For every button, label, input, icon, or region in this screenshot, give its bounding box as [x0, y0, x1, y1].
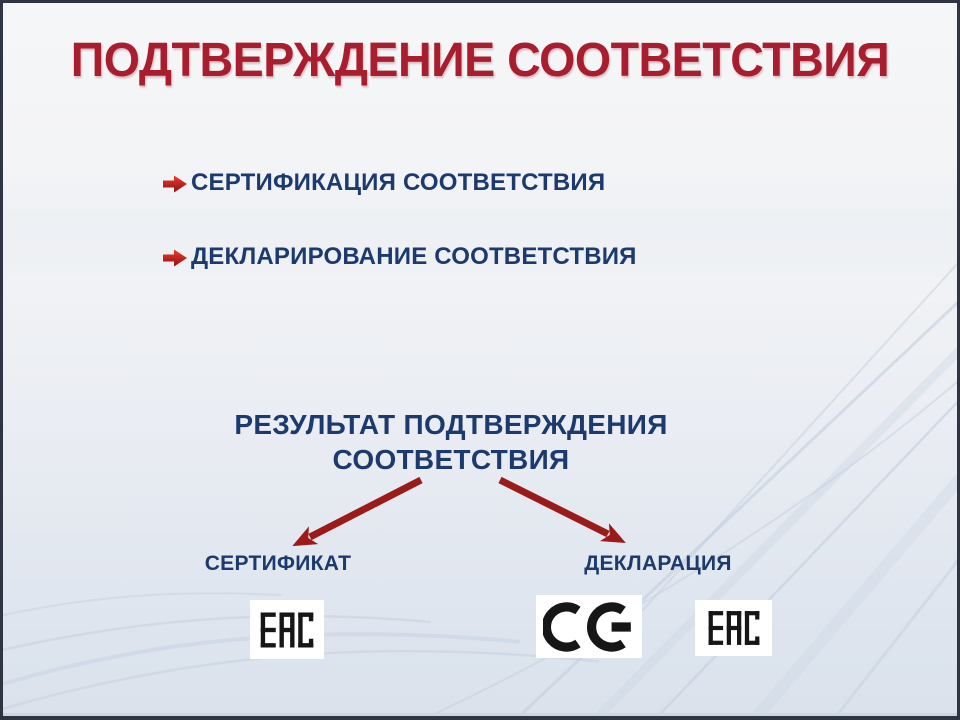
bullet-label: СЕРТИФИКАЦИЯ СООТВЕТСТВИЯ [191, 169, 606, 196]
bullet-label: ДЕКЛАРИРОВАНИЕ СООТВЕТСТВИЯ [191, 243, 637, 270]
certificate-label: СЕРТИФИКАТ [204, 552, 352, 575]
background-swoosh-decoration [3, 3, 957, 716]
eac-mark [695, 600, 772, 656]
eac-logo-glyph [705, 607, 763, 649]
result-heading [171, 407, 731, 477]
declaration-label: ДЕКЛАРАЦИЯ [584, 552, 732, 575]
eac-logo-glyph [257, 608, 317, 652]
ce-logo-glyph [543, 600, 635, 654]
arrow-to-declaration [500, 480, 608, 534]
branch-arrows [258, 468, 678, 563]
slide-title: ПОДТВЕРЖДЕНИЕ СООТВЕТСТВИЯ [70, 34, 890, 87]
bullet-list [163, 169, 637, 271]
result-heading-line1: РЕЗУЛЬТАТ ПОДТВЕРЖДЕНИЯ [234, 409, 668, 440]
result-heading-line2: СООТВЕТСТВИЯ [332, 444, 570, 475]
bullet-item-certification [163, 169, 637, 197]
red-right-arrow-icon [163, 249, 187, 267]
arrow-to-certificate [310, 480, 421, 537]
red-right-arrow-icon [163, 175, 187, 193]
bullet-item-declaration [163, 243, 637, 271]
ce-mark [536, 595, 642, 658]
eac-mark [250, 600, 324, 659]
